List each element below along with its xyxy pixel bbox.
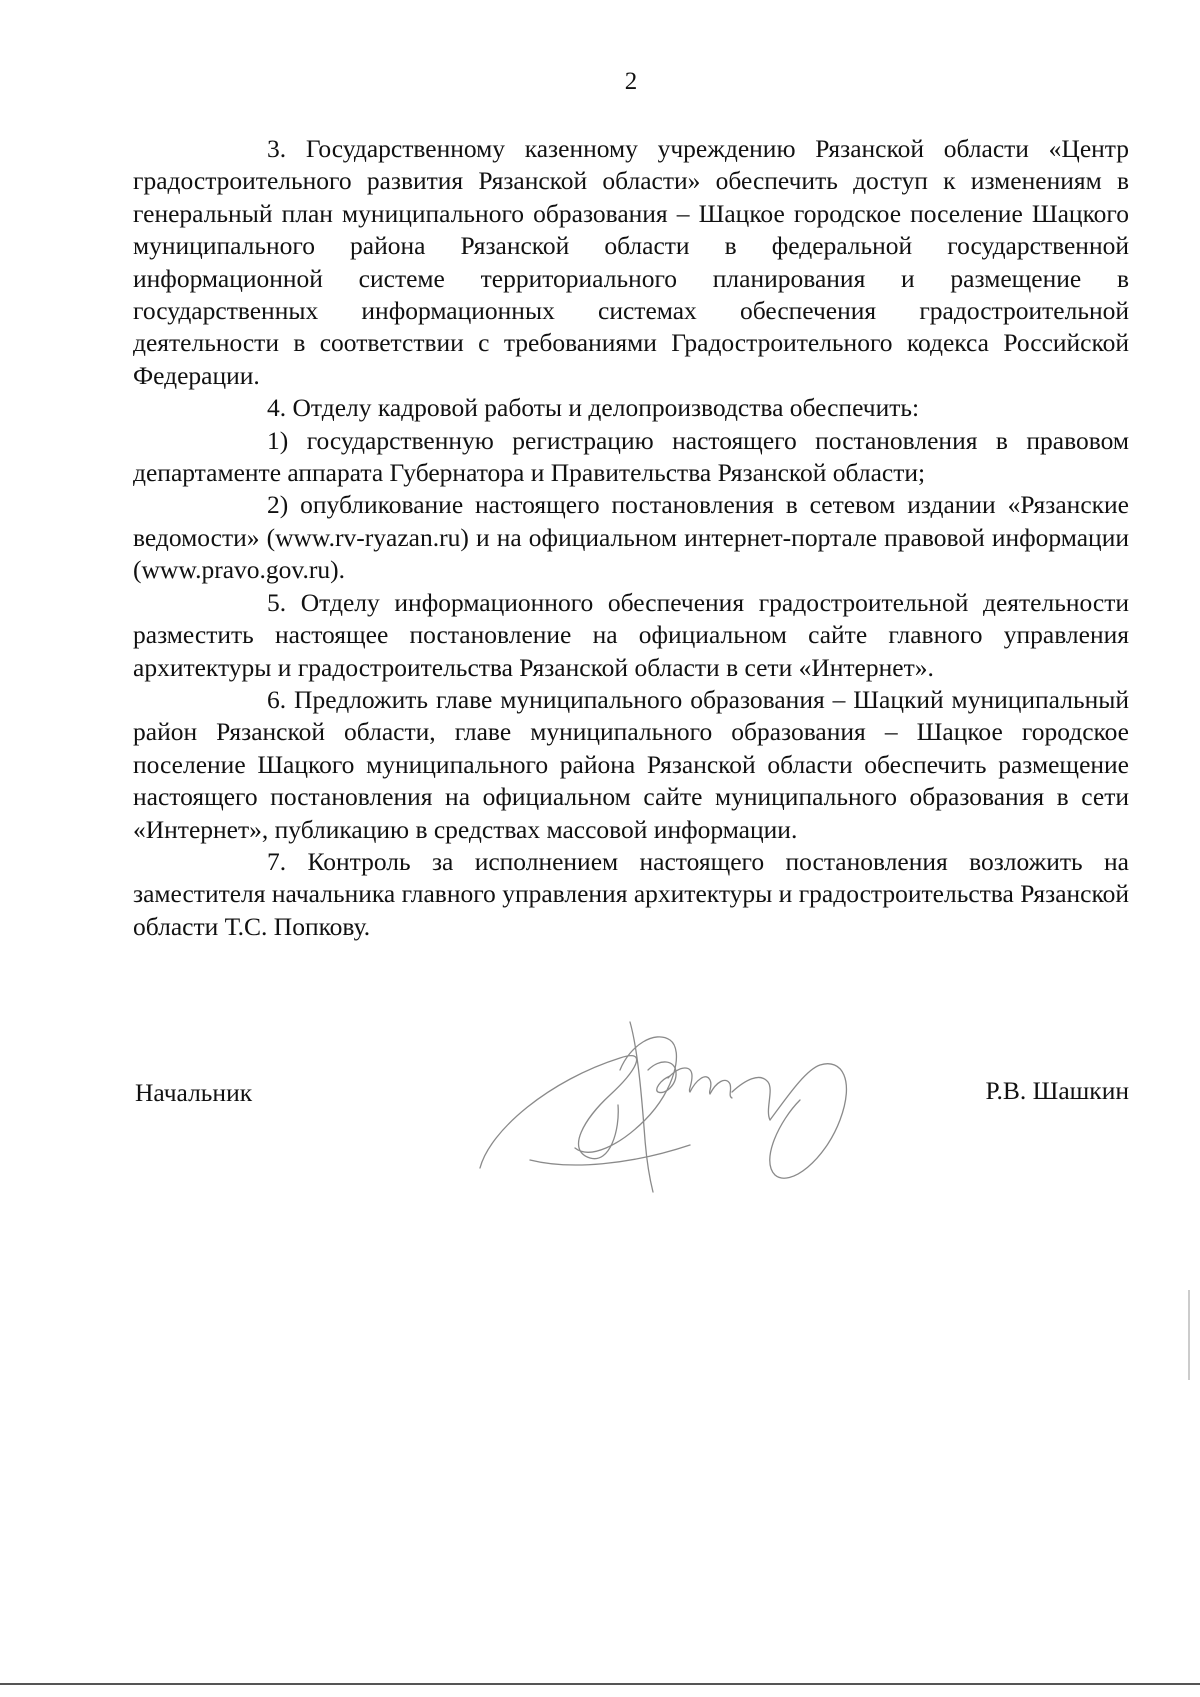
paragraph-number: 2) <box>267 490 289 520</box>
paragraph-text: Отделу кадровой работы и делопроизводства обеспечить: <box>292 393 920 423</box>
paragraph-3 <box>133 133 1129 392</box>
signatory-name: Р.В. Шашкин <box>985 1076 1129 1105</box>
page-number: 2 <box>624 68 638 95</box>
paragraph-5 <box>133 587 1129 684</box>
paragraph-number: 4. <box>267 393 287 423</box>
paragraph-6 <box>133 684 1129 846</box>
paragraph-number: 3. <box>267 134 287 163</box>
document-body <box>133 133 1129 943</box>
paragraph-number: 1) <box>267 425 289 455</box>
scan-edge-mark <box>1188 1290 1190 1380</box>
paragraph-4-2 <box>133 489 1129 586</box>
paragraph-number: 7. <box>267 846 287 876</box>
signatory-title: Начальник <box>135 1078 253 1107</box>
paragraph-text: Контроль за исполнением настоящего постановления возложить на заместителя начальника главного управления архитектуры и градостроительства Рязанской области Т.С. Попкову. <box>133 846 1129 941</box>
paragraph-4 <box>133 392 1129 424</box>
paragraph-text: государственную регистрацию настоящего постановления в правовом департаменте аппарата Губернатора и Правительства Рязанской области; <box>133 425 1129 488</box>
paragraph-number: 5. <box>267 587 287 617</box>
paragraph-4-1 <box>133 425 1129 490</box>
paragraph-text: Отделу информационного обеспечения градостроительной деятельности разместить настоящее постановление на официальном сайте главного управления архитектуры и градостроительства Рязанской области в сети «Интернет». <box>133 587 1129 682</box>
paragraph-text: Предложить главе муниципального образования – Шацкий муниципальный район Рязанской области, главе муниципального образования – Шацкое городское поселение Шацкого муниципального района Рязанской области обеспечить размещение настоящего постановления на официальном сайте муниципального образования в сети «Интернет», публикацию в средствах массовой информации. <box>133 684 1129 844</box>
paragraph-text: опубликование настоящего постановления в сетевом издании «Рязанские ведомости» (www.rv-ryazan.ru) и на официальном интернет-портале правовой информации (www.pravo.gov.ru). <box>133 490 1129 585</box>
paragraph-number: 6. <box>267 684 287 714</box>
paragraph-text: Государственному казенному учреждению Рязанской области «Центр градостроительного развития Рязанской области» обеспечить доступ к изменениям в генеральный план муниципального образования – Шацкое городское поселение Шацкого муниципального района Рязанской области в федеральной государственной информационной системе территориального планирования и размещение в государственных информационных системах обеспечения градостроительной деятельности в соответствии с требованиями Градостроительного кодекса Российской Федерации. <box>133 134 1129 390</box>
scan-bottom-edge <box>0 1683 1200 1685</box>
handwritten-signature <box>470 1010 890 1200</box>
paragraph-7 <box>133 846 1129 943</box>
